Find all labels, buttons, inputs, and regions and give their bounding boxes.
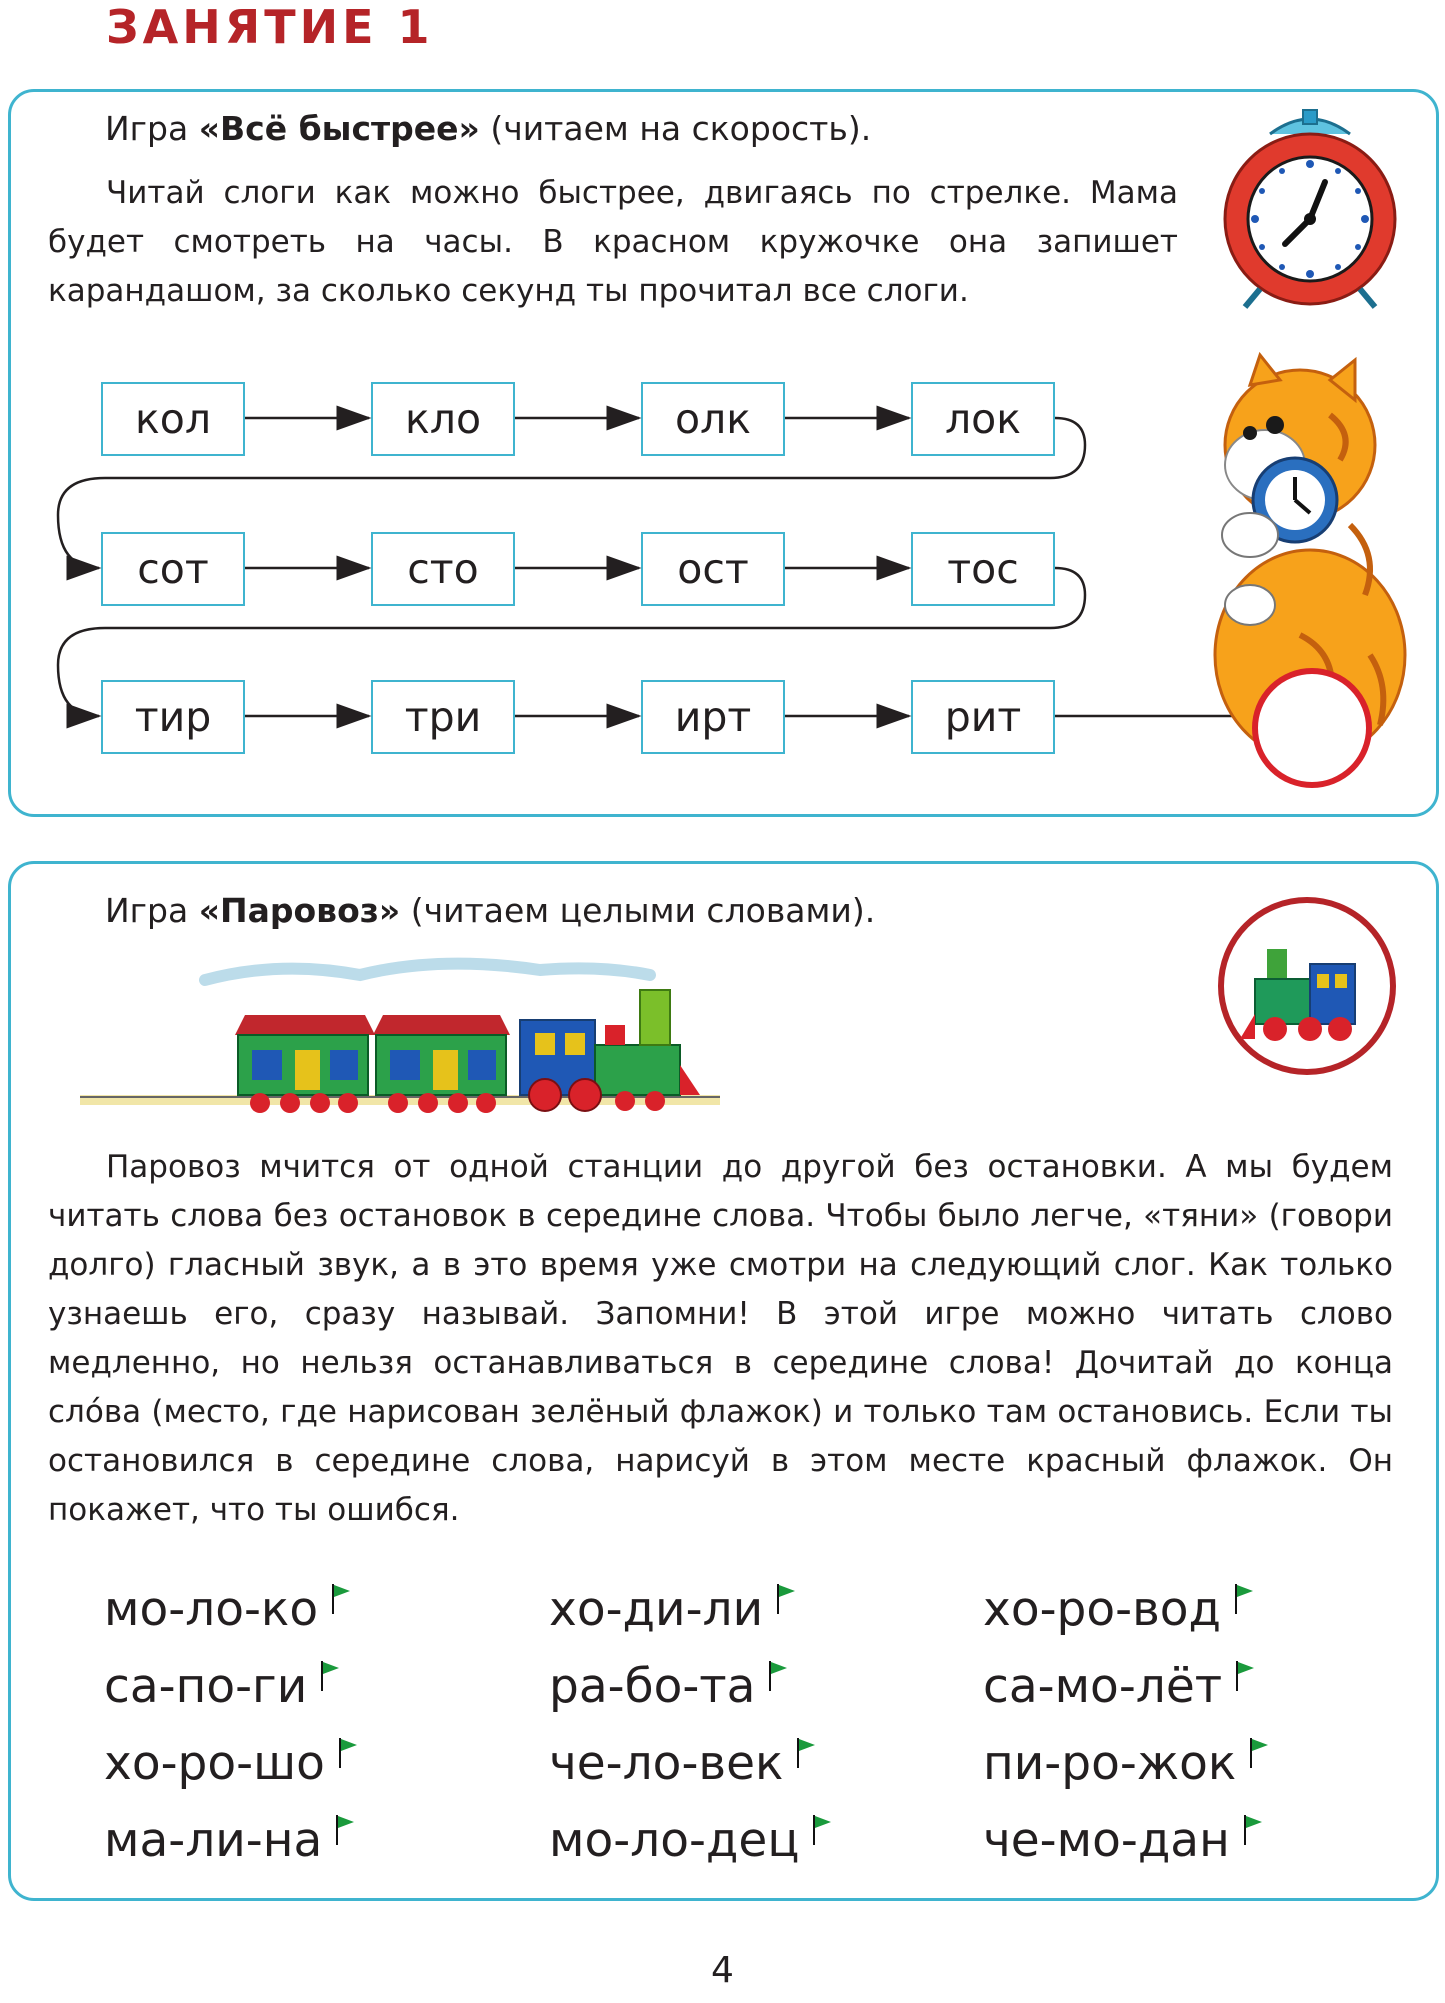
syllable-box: тир — [101, 680, 245, 754]
word-text: хо-ро-вод — [983, 1582, 1222, 1637]
game2-instructions — [48, 1143, 1393, 1535]
syllable-box: сто — [371, 532, 515, 606]
word-item — [549, 1813, 833, 1869]
word-text: са-мо-лёт — [983, 1659, 1223, 1714]
word-text: че-ло-век — [549, 1736, 784, 1791]
word-item — [104, 1736, 359, 1792]
game1-heading-title: «Всё быстрее» — [198, 109, 480, 148]
green-flag-icon — [319, 1659, 341, 1693]
word-text: хо-ро-шо — [104, 1736, 325, 1791]
syllable-box: кло — [371, 382, 515, 456]
page-number: 4 — [711, 1950, 734, 1991]
syllable-box: три — [371, 680, 515, 754]
word-item — [983, 1582, 1255, 1638]
green-flag-icon — [1233, 1582, 1255, 1616]
green-flag-icon — [337, 1736, 359, 1770]
answer-circle — [1250, 666, 1374, 790]
green-flag-icon — [1242, 1813, 1264, 1847]
word-text: ма-ли-на — [104, 1813, 323, 1868]
word-item — [983, 1659, 1256, 1715]
word-item — [983, 1813, 1264, 1869]
green-flag-icon — [767, 1659, 789, 1693]
word-item — [104, 1659, 341, 1715]
lesson-title: ЗАНЯТИЕ 1 — [106, 0, 434, 54]
syllable-box: ост — [641, 532, 785, 606]
train-badge-icon — [1215, 894, 1400, 1079]
game1-heading-suffix: (читаем на скорость). — [479, 109, 872, 148]
word-item — [549, 1659, 789, 1715]
green-flag-icon — [334, 1813, 356, 1847]
word-text: пи-ро-жок — [983, 1736, 1237, 1791]
game1-instructions-text: Читай слоги как можно быстрее, двигаясь по стрелке. Мама будет смотреть на часы. В красном кружочке она запишет карандашом, за сколько секунд ты прочитал все слоги. — [48, 175, 1178, 309]
game2-heading — [105, 891, 875, 931]
green-flag-icon — [1248, 1736, 1270, 1770]
word-text: мо-ло-дец — [549, 1813, 800, 1868]
syllable-box: тос — [911, 532, 1055, 606]
game2-heading-suffix: (читаем целыми словами). — [400, 891, 876, 930]
syllable-box: кол — [101, 382, 245, 456]
green-flag-icon — [795, 1736, 817, 1770]
syllable-box: олк — [641, 382, 785, 456]
word-text: хо-ди-ли — [549, 1582, 764, 1637]
game2-heading-title: «Паровоз» — [198, 891, 401, 930]
word-item — [104, 1582, 352, 1638]
syllable-box: сот — [101, 532, 245, 606]
green-flag-icon — [775, 1582, 797, 1616]
syllable-box: ирт — [641, 680, 785, 754]
word-text: ра-бо-та — [549, 1659, 756, 1714]
word-item — [104, 1813, 356, 1869]
word-item — [983, 1736, 1270, 1792]
word-text: са-по-ги — [104, 1659, 308, 1714]
word-item — [549, 1736, 817, 1792]
syllable-box: рит — [911, 680, 1055, 754]
train-illustration — [80, 955, 720, 1135]
syllable-box: лок — [911, 382, 1055, 456]
word-text: мо-ло-ко — [104, 1582, 319, 1637]
game2-heading-prefix: Игра — [105, 891, 199, 930]
game1-heading-prefix: Игра — [105, 109, 199, 148]
game2-instructions-text: Паровоз мчится от одной станции до другой без остановки. А мы будем читать слова без остановок в середине слова. Чтобы было легче, «тяни» (говори долго) гласный звук, а в это время уже смотри на следующий слог. Как только узнаешь его, сразу называй. Запомни! В этой игре можно читать слово медленно, но нельзя останавливаться в середине слова! Дочитай до конца сло́ва (место, где нарисован зелёный флажок) и только там остановись. Если ты остановился в середине слова, нарисуй в этом месте красный флажок. Он покажет, что ты ошибся. — [48, 1149, 1393, 1528]
green-flag-icon — [1234, 1659, 1256, 1693]
word-item — [549, 1582, 797, 1638]
green-flag-icon — [330, 1582, 352, 1616]
green-flag-icon — [811, 1813, 833, 1847]
word-text: че-мо-дан — [983, 1813, 1230, 1868]
